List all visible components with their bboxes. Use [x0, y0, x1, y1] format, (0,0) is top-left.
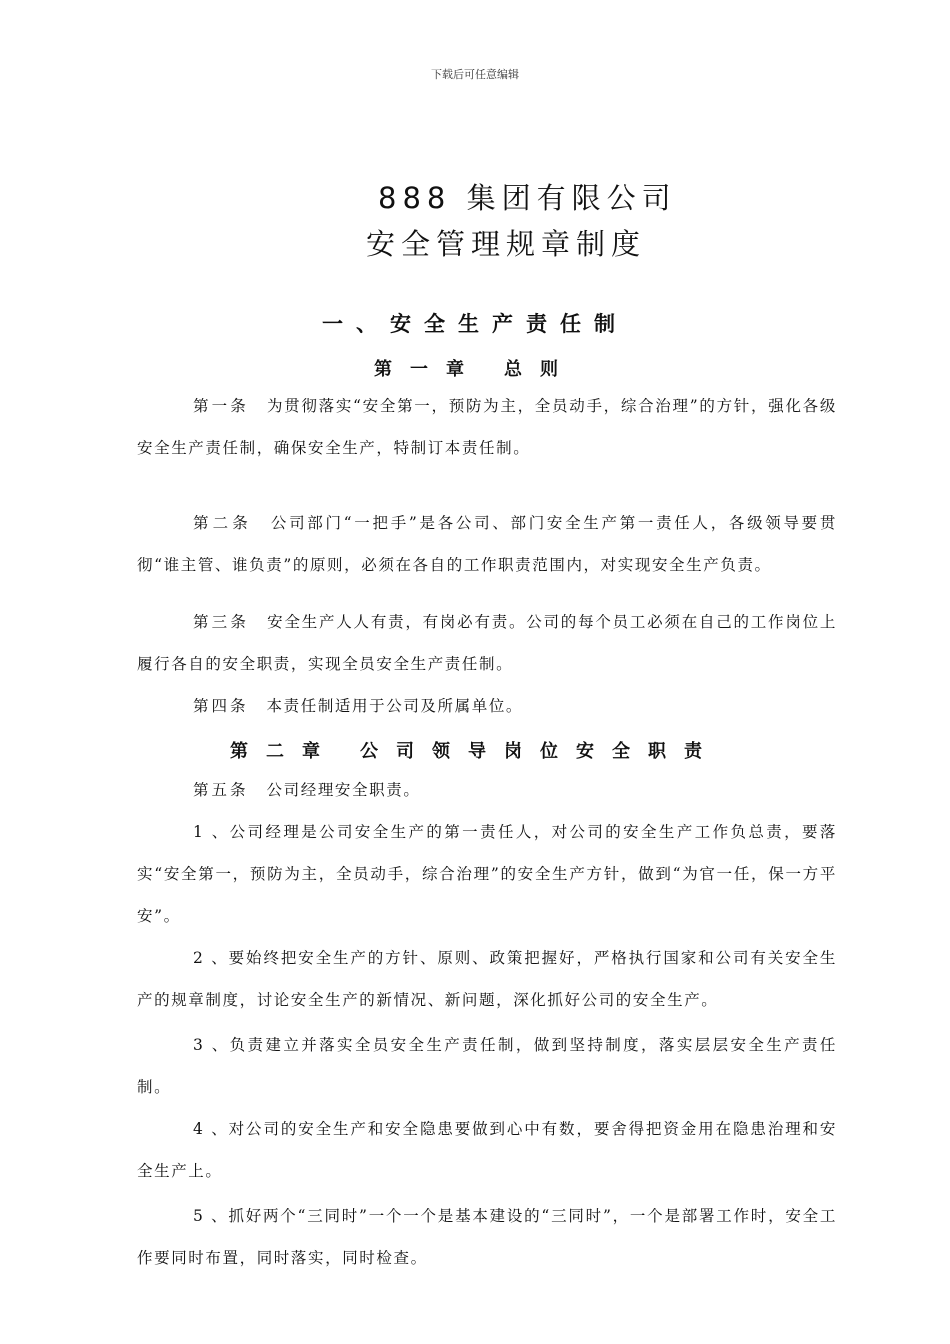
item-number: 1 、	[193, 823, 230, 841]
duty-item-3	[137, 1024, 837, 1108]
article-text: 本责任制适用于公司及所属单位。	[266, 697, 524, 715]
chapter-name: 公司领导岗位安全职责	[360, 741, 720, 762]
header-note: 下载后可任意编辑	[431, 68, 519, 81]
chapter-name: 总则	[504, 359, 576, 380]
chapter-heading-1	[0, 355, 950, 381]
document-title-regulation: 安全管理规章制度	[366, 227, 647, 261]
article-text: 为贯彻落实“安全第一，预防为主，全员动手，综合治理”的方针，强化各级安全生产责任制，确保安全生产，特制订本责任制。	[137, 397, 837, 457]
item-number: 3 、	[193, 1036, 230, 1054]
article-lead: 第一条	[193, 397, 249, 415]
duty-item-1	[137, 811, 837, 937]
item-text: 抓好两个“三同时”一个一个是基本建设的“三同时”，一个是部署工作时，安全工作要同时布置，同时落实，同时检查。	[137, 1207, 837, 1267]
document-title-company: 888 集团有限公司	[378, 181, 677, 215]
item-text: 负责建立并落实全员安全生产责任制，做到坚持制度，落实层层安全生产责任制。	[137, 1036, 838, 1096]
chapter-number: 第一章	[374, 359, 482, 380]
item-text: 对公司的安全生产和安全隐患要做到心中有数，要舍得把资金用在隐患治理和安全生产上。	[137, 1120, 837, 1180]
item-number: 4 、	[193, 1120, 229, 1138]
article-2	[137, 502, 837, 586]
article-text: 公司部门“一把手”是各公司、部门安全生产第一责任人，各级领导要贯彻“谁主管、谁负责”的原则，必须在各自的工作职责范围内，对实现安全生产负责。	[137, 514, 837, 574]
duty-item-2	[137, 937, 837, 1021]
article-4	[137, 685, 837, 727]
article-lead: 第五条	[193, 781, 249, 799]
article-lead: 第四条	[193, 697, 249, 715]
duty-item-5	[137, 1195, 837, 1279]
chapter-heading-2	[0, 737, 950, 763]
item-text: 要始终把安全生产的方针、原则、政策把握好，严格执行国家和公司有关安全生产的规章制度，讨论安全生产的新情况、新问题，深化抓好公司的安全生产。	[137, 949, 837, 1009]
article-1	[137, 385, 837, 469]
article-5	[137, 769, 837, 811]
article-lead: 第三条	[193, 613, 250, 631]
item-number: 2 、	[193, 949, 229, 967]
article-3	[137, 601, 837, 685]
item-number: 5 、	[193, 1207, 229, 1225]
article-text: 安全生产人人有责，有岗必有责。公司的每个员工必须在自己的工作岗位上履行各自的安全职责，实现全员安全生产责任制。	[137, 613, 837, 673]
chapter-number: 第二章	[230, 741, 338, 762]
article-text: 公司经理安全职责。	[266, 781, 421, 799]
article-lead: 第二条	[193, 514, 252, 532]
section-heading: 一、安全生产责任制	[322, 312, 628, 336]
duty-item-4	[137, 1108, 837, 1192]
item-text: 公司经理是公司安全生产的第一责任人，对公司的安全生产工作负总责，要落实“安全第一，预防为主，全员动手，综合治理”的安全生产方针，做到“为官一任，保一方平安”。	[137, 823, 838, 925]
